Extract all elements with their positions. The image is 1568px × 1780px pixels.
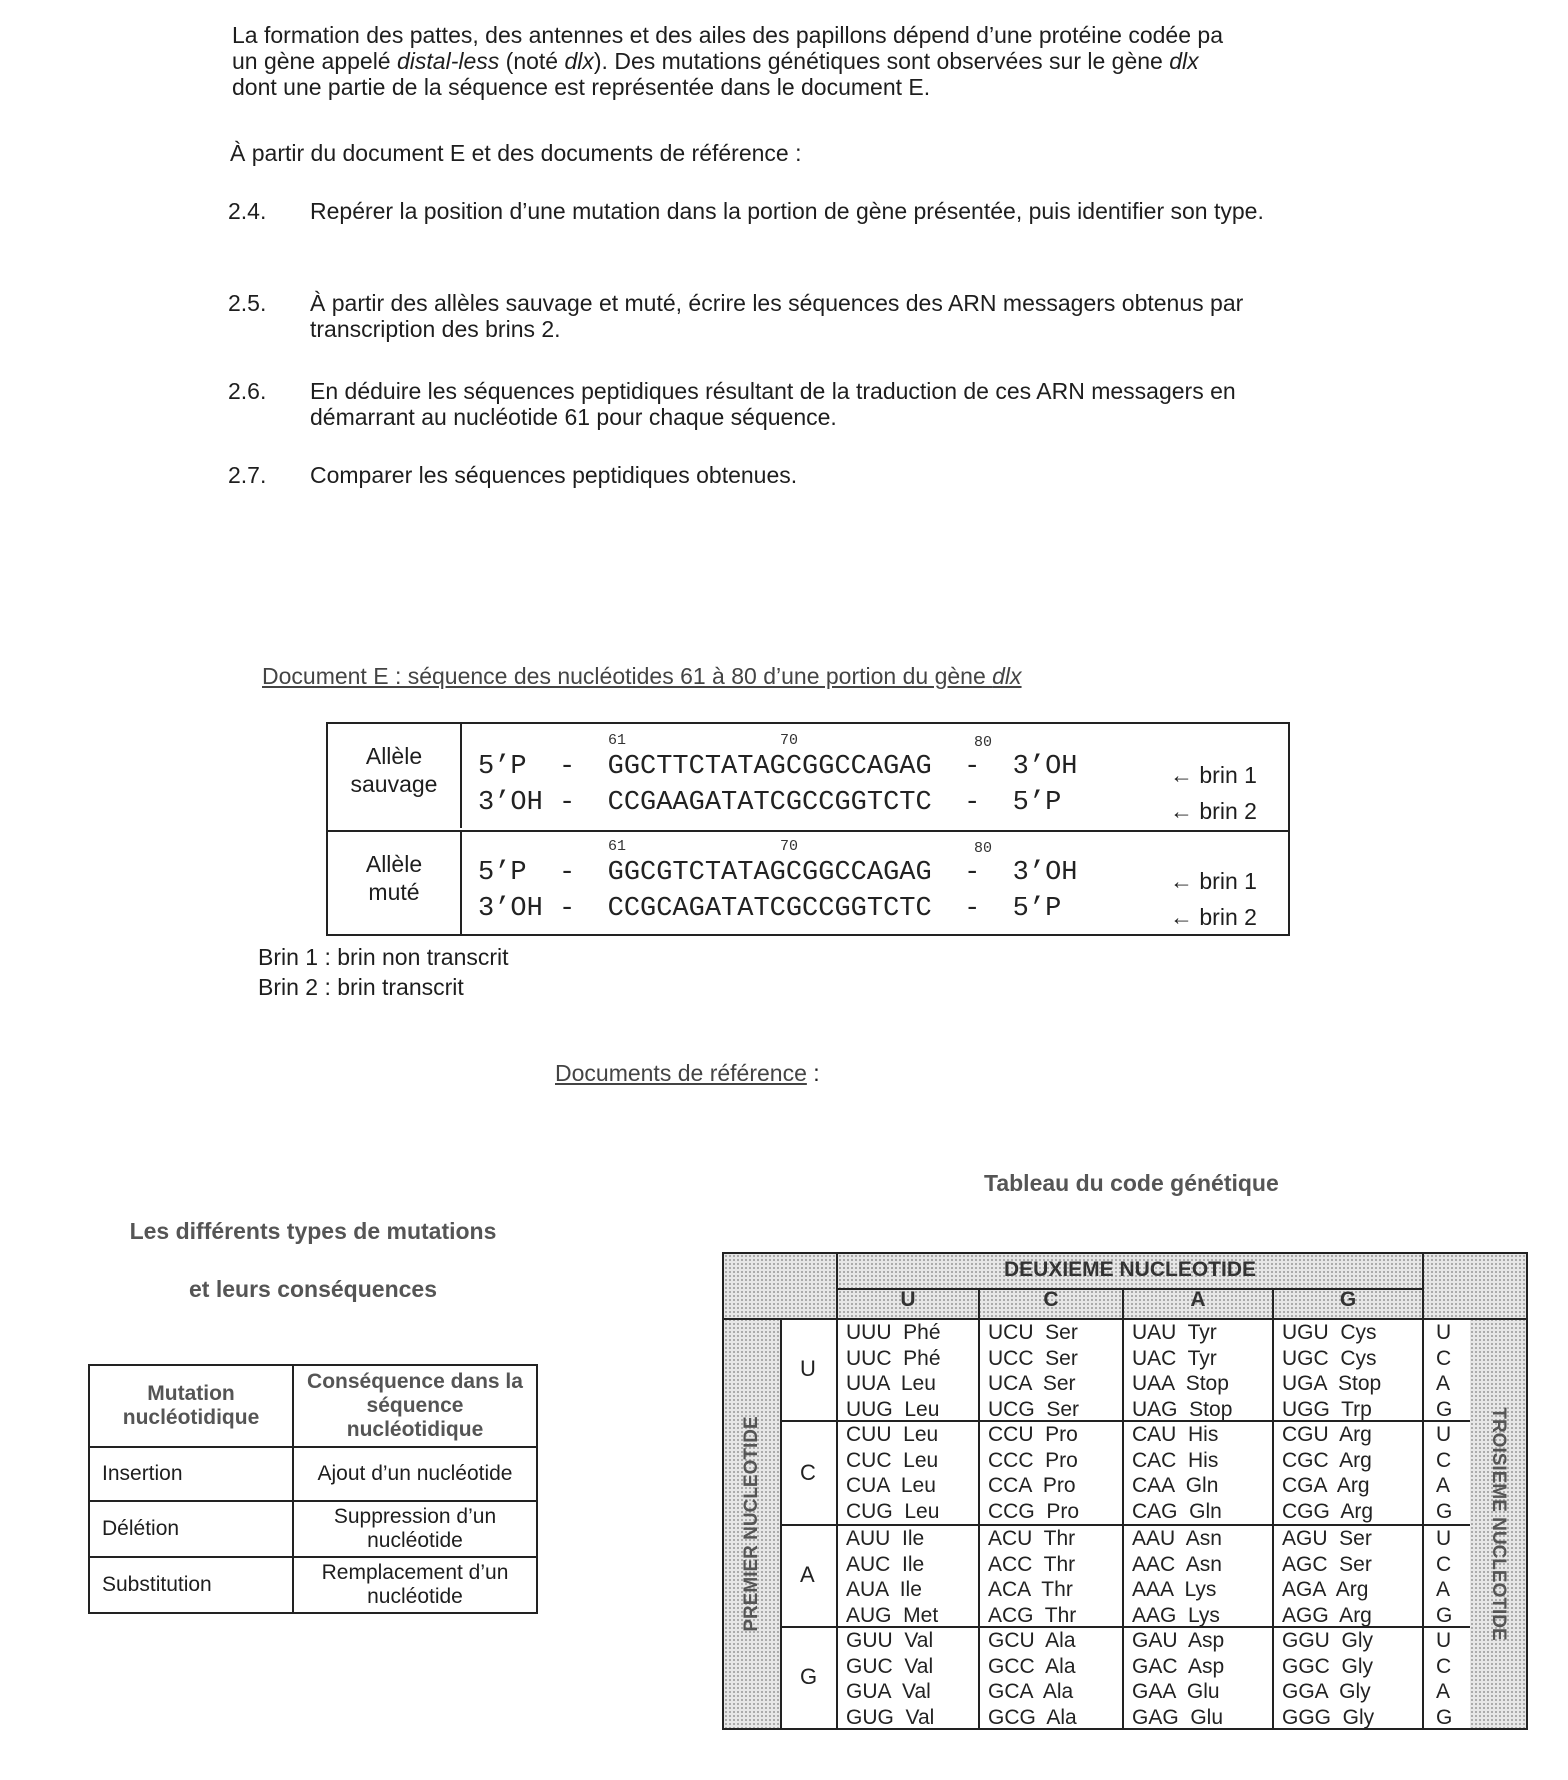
codon-entry: GAU Asp: [1132, 1629, 1225, 1652]
question-text: À partir des allèles sauvage et muté, écrire les séquences des ARN messagers obtenus par transcription des brins 2.: [310, 290, 1244, 342]
header-consequence: Conséquence dans la séquence nucléotidique: [293, 1365, 537, 1447]
brin-2-note: Brin 2 : brin transcrit: [258, 974, 464, 1000]
codon-entry: CGG Arg: [1282, 1499, 1374, 1523]
table-row: [89, 1557, 537, 1613]
codon-entry: AUU Ile: [846, 1527, 925, 1550]
question-2-6: [228, 378, 1328, 430]
codon-entry: UAA Stop: [1132, 1372, 1229, 1395]
third-base: A: [1436, 1578, 1451, 1601]
codon-entry: CGC Arg: [1282, 1448, 1372, 1472]
mutation-consequence: Ajout d’un nucléotide: [293, 1447, 537, 1501]
codon-entry: UGA Stop: [1282, 1372, 1382, 1395]
position-61: 61: [608, 838, 627, 855]
codon-entry: UUC Phé: [846, 1346, 941, 1370]
codon-entry: CUA Leu: [846, 1474, 936, 1497]
allele-label: [328, 832, 462, 936]
codon-entry: CCA Pro: [988, 1474, 1076, 1497]
intro-text-4: ). Des mutations génétiques sont observées sur le gène: [593, 48, 1170, 74]
first-nucleotide-label: PREMIER NUCLEOTIDE: [741, 1416, 762, 1632]
codon-cell: [1132, 1422, 1222, 1524]
brin-2-label: ← brin 2: [1170, 798, 1257, 824]
grid-line: [780, 1318, 782, 1728]
second-nucleotide-header: DEUXIEME NUCLEOTIDE: [1003, 1258, 1257, 1281]
codon-entry: CAC His: [1132, 1448, 1219, 1472]
header-corner-shading: [724, 1254, 838, 1318]
grid-line: [724, 1318, 1526, 1320]
codon-entry: ACA Thr: [988, 1578, 1073, 1601]
codon-entry: UCA Ser: [988, 1372, 1076, 1395]
question-2-4: [228, 198, 1328, 224]
second-base-c: C: [1043, 1288, 1059, 1311]
codon-cell: [988, 1320, 1079, 1422]
intro-text-2: un gène appelé: [232, 48, 397, 74]
instruction-prompt: À partir du document E et des documents de référence :: [230, 140, 802, 166]
codon-entry: AAC Asn: [1132, 1552, 1222, 1576]
references-title-suffix: :: [806, 1060, 820, 1086]
grid-line: [836, 1254, 838, 1728]
third-base-column: [1436, 1422, 1452, 1524]
intro-text-5: dont une partie de la séquence est représentée dans le document E.: [232, 74, 931, 100]
genetic-code-title: Tableau du code génétique: [984, 1170, 1279, 1196]
codon-entry: GUG Val: [846, 1705, 935, 1729]
codon-cell: [846, 1526, 938, 1628]
codon-entry: CGU Arg: [1282, 1423, 1372, 1446]
genetic-code-table: [722, 1252, 1528, 1730]
codon-entry: ACG Thr: [988, 1603, 1077, 1627]
codon-entry: UUG Leu: [846, 1397, 940, 1421]
first-base-c: C: [800, 1460, 816, 1485]
third-base: C: [1436, 1654, 1452, 1678]
codon-entry: CUC Leu: [846, 1448, 939, 1472]
codon-entry: AGG Arg: [1282, 1603, 1372, 1627]
codon-entry: UAC Tyr: [1132, 1346, 1217, 1370]
position-70: 70: [780, 732, 799, 749]
question-2-7: [228, 462, 1328, 488]
mutations-title-1: Les différents types de mutations: [129, 1218, 497, 1244]
brin-1-label: ← brin 1: [1170, 762, 1257, 788]
allele-label-line-2: muté: [368, 879, 420, 905]
codon-entry: UAG Stop: [1132, 1397, 1233, 1421]
third-base-column: [1436, 1526, 1452, 1628]
third-base: A: [1436, 1474, 1451, 1497]
question-text: Comparer les séquences peptidiques obtenues.: [310, 462, 798, 488]
codon-entry: UGG Trp: [1282, 1397, 1372, 1421]
table-header-row: [89, 1365, 537, 1447]
codon-cell: [1132, 1526, 1222, 1628]
codon-entry: GCU Ala: [988, 1629, 1076, 1652]
codon-entry: AGU Ser: [1282, 1527, 1372, 1550]
intro-text-1: La formation des pattes, des antennes et des ailes des papillons dépend d’une protéine codée pa: [232, 22, 1223, 48]
codon-entry: UCU Ser: [988, 1321, 1078, 1344]
codon-cell: [1282, 1526, 1372, 1628]
first-base-g: G: [800, 1664, 818, 1689]
codon-cell: [988, 1422, 1079, 1524]
question-text: Repérer la position d’une mutation dans la portion de gène présentée, puis identifier son type.: [310, 198, 1264, 224]
codon-entry: CUU Leu: [846, 1423, 939, 1446]
question-text: En déduire les séquences peptidiques résultant de la traduction de ces ARN messagers en démarrant au nucléotide 61 pour chaque séquence.: [310, 378, 1236, 430]
codon-entry: GGU Gly: [1282, 1629, 1374, 1652]
codon-entry: CUG Leu: [846, 1499, 940, 1523]
codon-entry: CCC Pro: [988, 1448, 1078, 1472]
mutations-table: [88, 1364, 538, 1614]
codon-entry: GCG Ala: [988, 1705, 1077, 1729]
intro-paragraph: [232, 22, 1322, 100]
allele-sauvage-row: [328, 724, 1288, 828]
codon-entry: GUA Val: [846, 1680, 931, 1703]
codon-cell: [988, 1526, 1076, 1628]
document-e-title: [262, 663, 1022, 690]
codon-entry: GGA Gly: [1282, 1680, 1371, 1703]
codon-entry: AAA Lys: [1132, 1578, 1217, 1601]
codon-entry: GGG Gly: [1282, 1705, 1375, 1729]
mutation-type: Substitution: [89, 1557, 293, 1613]
third-base: C: [1436, 1346, 1452, 1370]
codon-entry: GAA Glu: [1132, 1680, 1220, 1703]
question-2-5: [228, 290, 1328, 342]
third-base: U: [1436, 1629, 1452, 1652]
question-number: 2.5.: [228, 290, 267, 316]
codon-entry: UCG Ser: [988, 1397, 1080, 1421]
codon-entry: CAA Gln: [1132, 1474, 1219, 1497]
mutation-consequence: Suppression d’un nucléotide: [293, 1501, 537, 1557]
codon-entry: CCU Pro: [988, 1423, 1078, 1446]
strand-2-sequence: 3’OH - CCGCAGATATCGCCGGTCTC - 5’P: [478, 894, 1062, 924]
strand-2-sequence: 3’OH - CCGAAGATATCGCCGGTCTC - 5’P: [478, 788, 1062, 818]
references-title-text: Documents de référence: [555, 1060, 807, 1086]
third-base: A: [1436, 1680, 1451, 1703]
codon-entry: GAC Asp: [1132, 1654, 1225, 1678]
codon-entry: AAG Lys: [1132, 1603, 1220, 1627]
codon-entry: GAG Glu: [1132, 1705, 1224, 1729]
brin-2-label: ← brin 2: [1170, 904, 1257, 930]
sequence-table: [326, 722, 1290, 936]
codon-entry: GGC Gly: [1282, 1654, 1374, 1678]
codon-entry: UUA Leu: [846, 1372, 936, 1395]
codon-entry: UCC Ser: [988, 1346, 1078, 1370]
question-number: 2.7.: [228, 462, 267, 488]
grid-line: [1272, 1288, 1274, 1728]
second-base-u: U: [900, 1288, 916, 1311]
third-base: U: [1436, 1321, 1452, 1344]
second-base-a: A: [1190, 1288, 1206, 1311]
allele-label-line-1: Allèle: [365, 851, 423, 877]
codon-entry: ACU Thr: [988, 1527, 1076, 1550]
codon-cell: [846, 1422, 939, 1524]
third-base-column: [1436, 1320, 1452, 1422]
codon-cell: [1282, 1320, 1381, 1422]
third-base: A: [1436, 1372, 1451, 1395]
codon-entry: CCG Pro: [988, 1499, 1080, 1523]
question-number: 2.4.: [228, 198, 267, 224]
codon-cell: [988, 1628, 1077, 1730]
codon-entry: CGA Arg: [1282, 1474, 1370, 1497]
gene-abbr: dlx: [564, 48, 594, 74]
position-70: 70: [780, 838, 799, 855]
third-base: C: [1436, 1448, 1452, 1472]
document-e-title-text: Document E : séquence des nucléotides 61 à 80 d’une portion du gène: [262, 663, 993, 689]
codon-entry: AUC Ile: [846, 1552, 925, 1576]
first-base-u: U: [800, 1356, 816, 1381]
codon-entry: CAG Gln: [1132, 1499, 1222, 1523]
codon-cell: [846, 1628, 934, 1730]
third-base: G: [1436, 1499, 1453, 1523]
mutation-type: Délétion: [89, 1501, 293, 1557]
codon-cell: [846, 1320, 941, 1422]
first-base-a: A: [800, 1562, 815, 1587]
codon-entry: GUU Val: [846, 1629, 934, 1652]
codon-cell: [1282, 1422, 1373, 1524]
grid-line: [1422, 1254, 1424, 1728]
third-base: C: [1436, 1552, 1452, 1576]
document-e-title-gene: dlx: [992, 663, 1022, 689]
grid-line: [1122, 1288, 1124, 1728]
allele-label-line-2: sauvage: [350, 771, 438, 797]
codon-entry: CAU His: [1132, 1423, 1219, 1446]
third-base: G: [1436, 1705, 1453, 1729]
question-number: 2.6.: [228, 378, 267, 404]
header-mutation: Mutation nucléotidique: [89, 1365, 293, 1447]
mutation-type: Insertion: [89, 1447, 293, 1501]
table-row: [89, 1501, 537, 1557]
brin-1-note: Brin 1 : brin non transcrit: [258, 944, 509, 970]
codon-entry: AGA Arg: [1282, 1578, 1369, 1601]
codon-entry: GUC Val: [846, 1654, 934, 1678]
strand-1-sequence: 5’P - GGCGTCTATAGCGGCCAGAG - 3’OH: [478, 858, 1078, 888]
codon-cell: [1132, 1320, 1232, 1422]
position-61: 61: [608, 732, 627, 749]
codon-entry: UUU Phé: [846, 1321, 941, 1344]
codon-entry: UGC Cys: [1282, 1346, 1377, 1370]
codon-entry: AAU Asn: [1132, 1527, 1222, 1550]
brin-1-label: ← brin 1: [1170, 868, 1257, 894]
codon-entry: GCA Ala: [988, 1680, 1074, 1703]
second-base-g: G: [1339, 1288, 1357, 1311]
gene-abbr-2: dlx: [1169, 48, 1199, 74]
codon-entry: AUG Met: [846, 1603, 939, 1627]
table-row: [89, 1447, 537, 1501]
third-nucleotide-label: TROISIEME NUCLEOTIDE: [1488, 1407, 1509, 1641]
position-80: 80: [974, 734, 993, 751]
strand-1-sequence: 5’P - GGCTTCTATAGCGGCCAGAG - 3’OH: [478, 752, 1078, 782]
codon-entry: UAU Tyr: [1132, 1321, 1217, 1344]
codon-cell: [1132, 1628, 1224, 1730]
codon-entry: AUA Ile: [846, 1578, 922, 1601]
mutations-title-2: et leurs conséquences: [189, 1276, 437, 1302]
third-base: U: [1436, 1527, 1452, 1550]
mutation-consequence: Remplacement d’un nucléotide: [293, 1557, 537, 1613]
third-base: G: [1436, 1603, 1453, 1627]
allele-label-line-1: Allèle: [365, 743, 423, 769]
allele-label: [328, 724, 462, 828]
grid-line: [978, 1288, 980, 1728]
third-base-column: [1436, 1628, 1452, 1730]
intro-text-3: (noté: [499, 48, 565, 74]
third-base: U: [1436, 1423, 1452, 1446]
codon-cell: [1282, 1628, 1374, 1730]
codon-entry: GCC Ala: [988, 1654, 1076, 1678]
codon-entry: UGU Cys: [1282, 1321, 1377, 1344]
references-title: [555, 1060, 820, 1087]
codon-entry: AGC Ser: [1282, 1552, 1372, 1576]
position-80: 80: [974, 840, 993, 857]
codon-entry: ACC Thr: [988, 1552, 1076, 1576]
third-base: G: [1436, 1397, 1453, 1421]
allele-mute-row: [328, 830, 1288, 936]
gene-name: distal-less: [397, 48, 500, 74]
header-corner-shading-right: [1422, 1254, 1526, 1318]
